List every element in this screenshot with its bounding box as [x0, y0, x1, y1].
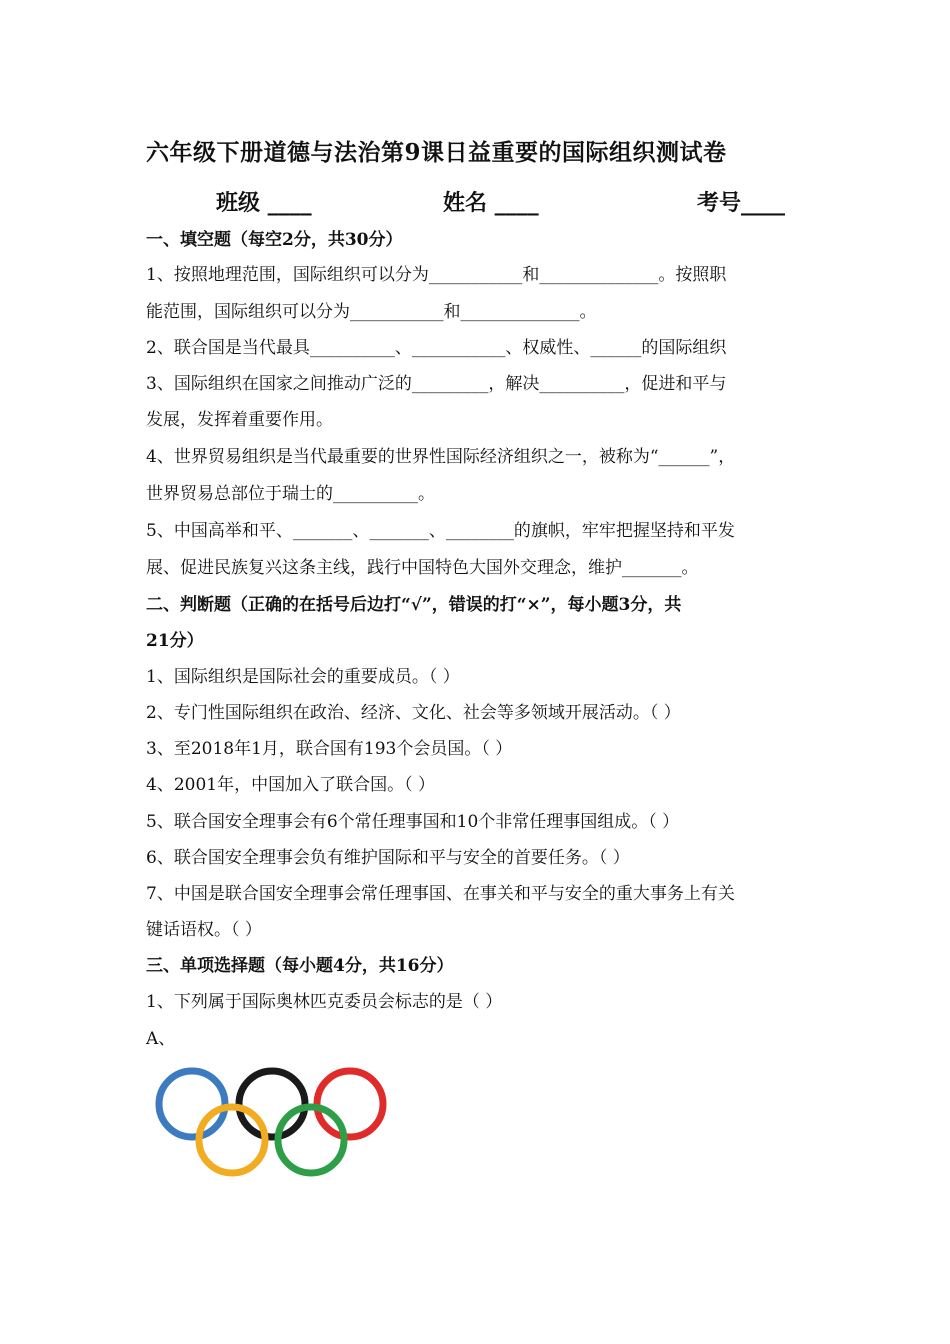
question-line: 能范围，国际组织可以分为___________和______________。: [146, 302, 597, 322]
question-line: 3、至2018年1月，联合国有193个会员国。（ ）: [146, 739, 513, 759]
question-line: 7、中国是联合国安全理事会常任理事国、在事关和平与安全的重大事务上有关: [146, 884, 735, 904]
ring-blue: [159, 1071, 225, 1137]
name-field: 姓名 ____: [443, 190, 539, 216]
ring-green: [278, 1107, 344, 1173]
question-line: 4、2001年，中国加入了联合国。（ ）: [146, 775, 435, 795]
student-number-field: 考号____: [697, 190, 786, 216]
question-line: 6、联合国安全理事会负有维护国际和平与安全的首要任务。（ ）: [146, 848, 630, 868]
question-line: 4、世界贸易组织是当代最重要的世界性国际经济组织之一，被称为“______”，: [146, 447, 736, 467]
question-line: 发展，发挥着重要作用。: [146, 410, 333, 430]
question-line: 世界贸易总部位于瑞士的__________。: [146, 484, 435, 504]
question-line: 展、促进民族复兴这条主线，践行中国特色大国外交理念，维护_______。: [146, 558, 699, 578]
question-line: 键话语权。（ ）: [146, 920, 262, 940]
section-heading-single-choice: 三、单项选择题（每小题4分，共16分）: [146, 956, 454, 976]
question-line: 5、联合国安全理事会有6个常任理事国和10个非常任理事国组成。（ ）: [146, 812, 680, 832]
question-line: 1、按照地理范围，国际组织可以分为___________和______________。按照职: [146, 265, 727, 285]
olympic-rings-icon: [150, 1062, 400, 1182]
page-title: 六年级下册道德与法治第9课日益重要的国际组织测试卷: [146, 139, 727, 166]
question-line: 1、国际组织是国际社会的重要成员。（ ）: [146, 667, 460, 687]
section-heading-true-false-cont: 21分）: [146, 631, 204, 651]
question-line: 1、下列属于国际奥林匹克委员会标志的是（ ）: [146, 992, 503, 1012]
ring-yellow: [199, 1107, 265, 1173]
question-line: 2、联合国是当代最具__________、___________、权威性、______的国际组织: [146, 338, 727, 358]
section-heading-true-false: 二、判断题（正确的在括号后边打“√”，错误的打“×”，每小题3分，共: [146, 595, 682, 615]
ring-black: [239, 1071, 305, 1137]
section-heading-fill-blank: 一、填空题（每空2分，共30分）: [146, 230, 403, 250]
option-label-a: A、: [146, 1029, 176, 1049]
question-line: 5、中国高举和平、_______、_______、________的旗帜，牢牢把握坚持和平发: [146, 521, 735, 541]
ring-red: [317, 1071, 383, 1137]
question-line: 3、国际组织在国家之间推动广泛的_________，解决__________，促进和平与: [146, 374, 727, 394]
question-line: 2、专门性国际组织在政治、经济、文化、社会等多领域开展活动。（ ）: [146, 703, 681, 723]
class-field: 班级 ____: [216, 190, 312, 216]
